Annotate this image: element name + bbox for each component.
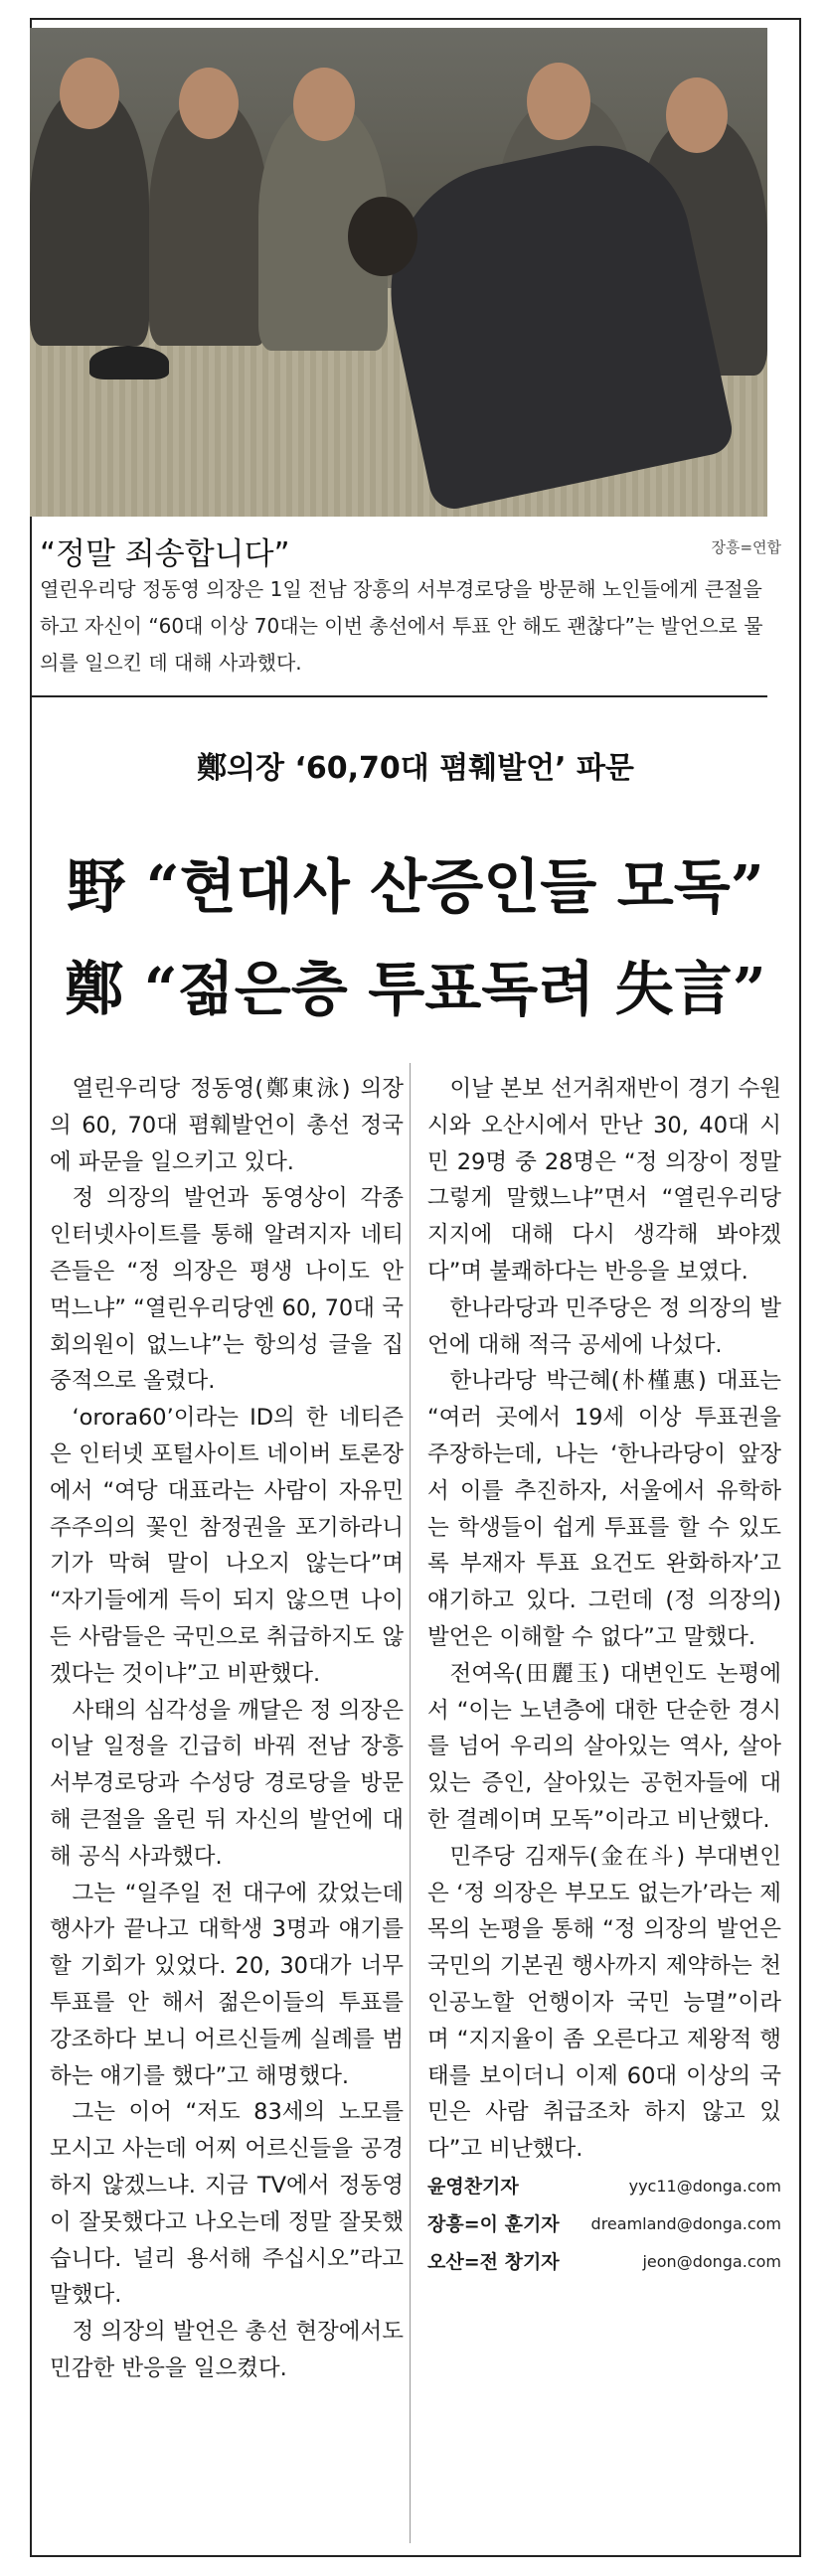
paragraph: 사태의 심각성을 깨달은 정 의장은 이날 일정을 긴급히 바꿔 전남 장흥 서부경로당과 수성당 경로당을 방문해 큰절을 올린 뒤 자신의 발언에 대해 공식 사과했다. (50, 1697, 404, 1870)
photo-head (293, 68, 355, 141)
byline-email[interactable]: dreamland@donga.com (590, 2213, 781, 2233)
byline-email[interactable]: yyc11@donga.com (628, 2176, 781, 2196)
article-column-1 (50, 1071, 404, 2387)
paragraph: 이날 본보 선거취재반이 경기 수원시와 오산시에서 만난 30, 40대 시민 29명 중 28명은 “정 의장이 정말 그렇게 말했느냐”면서 “열린우리당 지지에 대해 다시 생각해 봐야겠다”며 불쾌하다는 반응을 보였다. (427, 1076, 781, 1285)
photo-credit: 장흥=연합 (711, 538, 781, 556)
paragraph: ‘orora60’이라는 ID의 한 네티즌은 인터넷 포털사이트 네이버 토론장에서 “여당 대표라는 사람이 자유민주주의의 꽃인 참정권을 포기하라니 기가 막혀 말이 나오지 않는다”며 “자기들에게 득이 되지 않으면 나이 든 사람들은 국민으로 취급하지도 않겠다는 것이냐”고 비판했다. (50, 1405, 404, 1687)
photo-head (527, 63, 590, 140)
byline-email[interactable]: jeon@donga.com (642, 2251, 781, 2271)
byline-name: 윤영찬기자 (427, 2175, 519, 2197)
paragraph: 전여옥(田麗玉) 대변인도 논평에서 “이는 노년층에 대한 단순한 경시를 넘어 우리의 살아있는 역사, 살아있는 증인, 살아있는 공헌자들에 대한 결례이며 모독”이라고 비난했다. (427, 1660, 781, 1833)
photo-cap (89, 346, 169, 379)
paragraph: 열린우리당 정동영(鄭東泳) 의장의 60, 70대 폄훼발언이 총선 정국에 파문을 일으키고 있다. (50, 1076, 404, 1175)
photo-head (666, 77, 728, 153)
photo-head (348, 197, 417, 276)
paragraph: 정 의장의 발언은 총선 현장에서도 민감한 반응을 일으켰다. (50, 2319, 404, 2381)
byline (427, 2168, 781, 2205)
photo-head (60, 58, 119, 129)
paragraph: 민주당 김재두(金在斗) 부대변인은 ‘정 의장은 부모도 없는가’라는 제목의 논평을 통해 “정 의장의 발언은 국민의 기본권 행사까지 제약하는 천인공노할 언행이자 국민 능멸”이라며 “지지율이 좀 오른다고 제왕적 행태를 보이더니 이제 60대 이상의 국민은 사람 취급조차 하지 않고 있다”고 비난했다. (427, 1843, 781, 2163)
article-subhead: 鄭의장 ‘60,70대 폄훼발언’ 파문 (197, 751, 634, 786)
paragraph: 그는 “일주일 전 대구에 갔었는데 행사가 끝나고 대학생 3명과 얘기를 할 기회가 있었다. 20, 30대가 너무 투표를 안 해서 젊은이들의 투표를 강조하다 보니 어르신들께 실례를 범하는 얘기를 했다”고 해명했다. (50, 1880, 404, 2089)
byline-name: 오산=전 창기자 (427, 2250, 560, 2273)
article-column-2 (427, 1071, 781, 2281)
paragraph: 정 의장의 발언과 동영상이 각종 인터넷사이트를 통해 알려지자 네티즌들은 “정 의장은 평생 나이도 안 먹느냐” “열린우리당엔 60, 70대 국회의원이 없느냐”는 항의성 글을 집중적으로 올렸다. (50, 1185, 404, 1395)
byline (427, 2205, 781, 2243)
section-divider (30, 695, 767, 697)
paragraph: 한나라당 박근혜(朴槿惠) 대표는 “여러 곳에서 19세 이상 투표권을 주장하는데, 나는 ‘한나라당이 앞장서 이를 추진하자, 서울에서 유학하는 학생들이 쉽게 투표를 할 수 있도록 부재자 투표 요건도 완화하자’고 얘기하고 있다. 그런데 (정 의장의) 발언은 이해할 수 없다”고 말했다. (427, 1368, 781, 1650)
paragraph: 한나라당과 민주당은 정 의장의 발언에 대해 적극 공세에 나섰다. (427, 1294, 781, 1358)
news-photo (30, 28, 767, 517)
headline-line-1: 野 “현대사 산증인들 모독” (67, 852, 764, 921)
column-separator (410, 1063, 411, 2543)
headline-line-2: 鄭 “젊은층 투표독려 失言” (65, 955, 766, 1023)
byline (427, 2243, 781, 2281)
photo-caption-body: 열린우리당 정동영 의장은 1일 전남 장흥의 서부경로당을 방문해 노인들에게 큰절을 하고 자신이 “60대 이상 70대는 이번 총선에서 투표 안 해도 괜찮다”는 발언으로 물의를 일으킨 데 대해 사과했다. (40, 577, 763, 675)
photo-head (179, 68, 239, 139)
paragraph: 그는 이어 “저도 83세의 노모를 모시고 사는데 어찌 어르신들을 공경하지 않겠느냐. 지금 TV에서 정동영이 잘못했다고 나오는데 정말 잘못했습니다. 널리 용서해 주십시오”라고 말했다. (50, 2099, 404, 2309)
byline-name: 장흥=이 훈기자 (427, 2212, 560, 2235)
photo-caption-title: “정말 죄송합니다” (40, 536, 290, 572)
